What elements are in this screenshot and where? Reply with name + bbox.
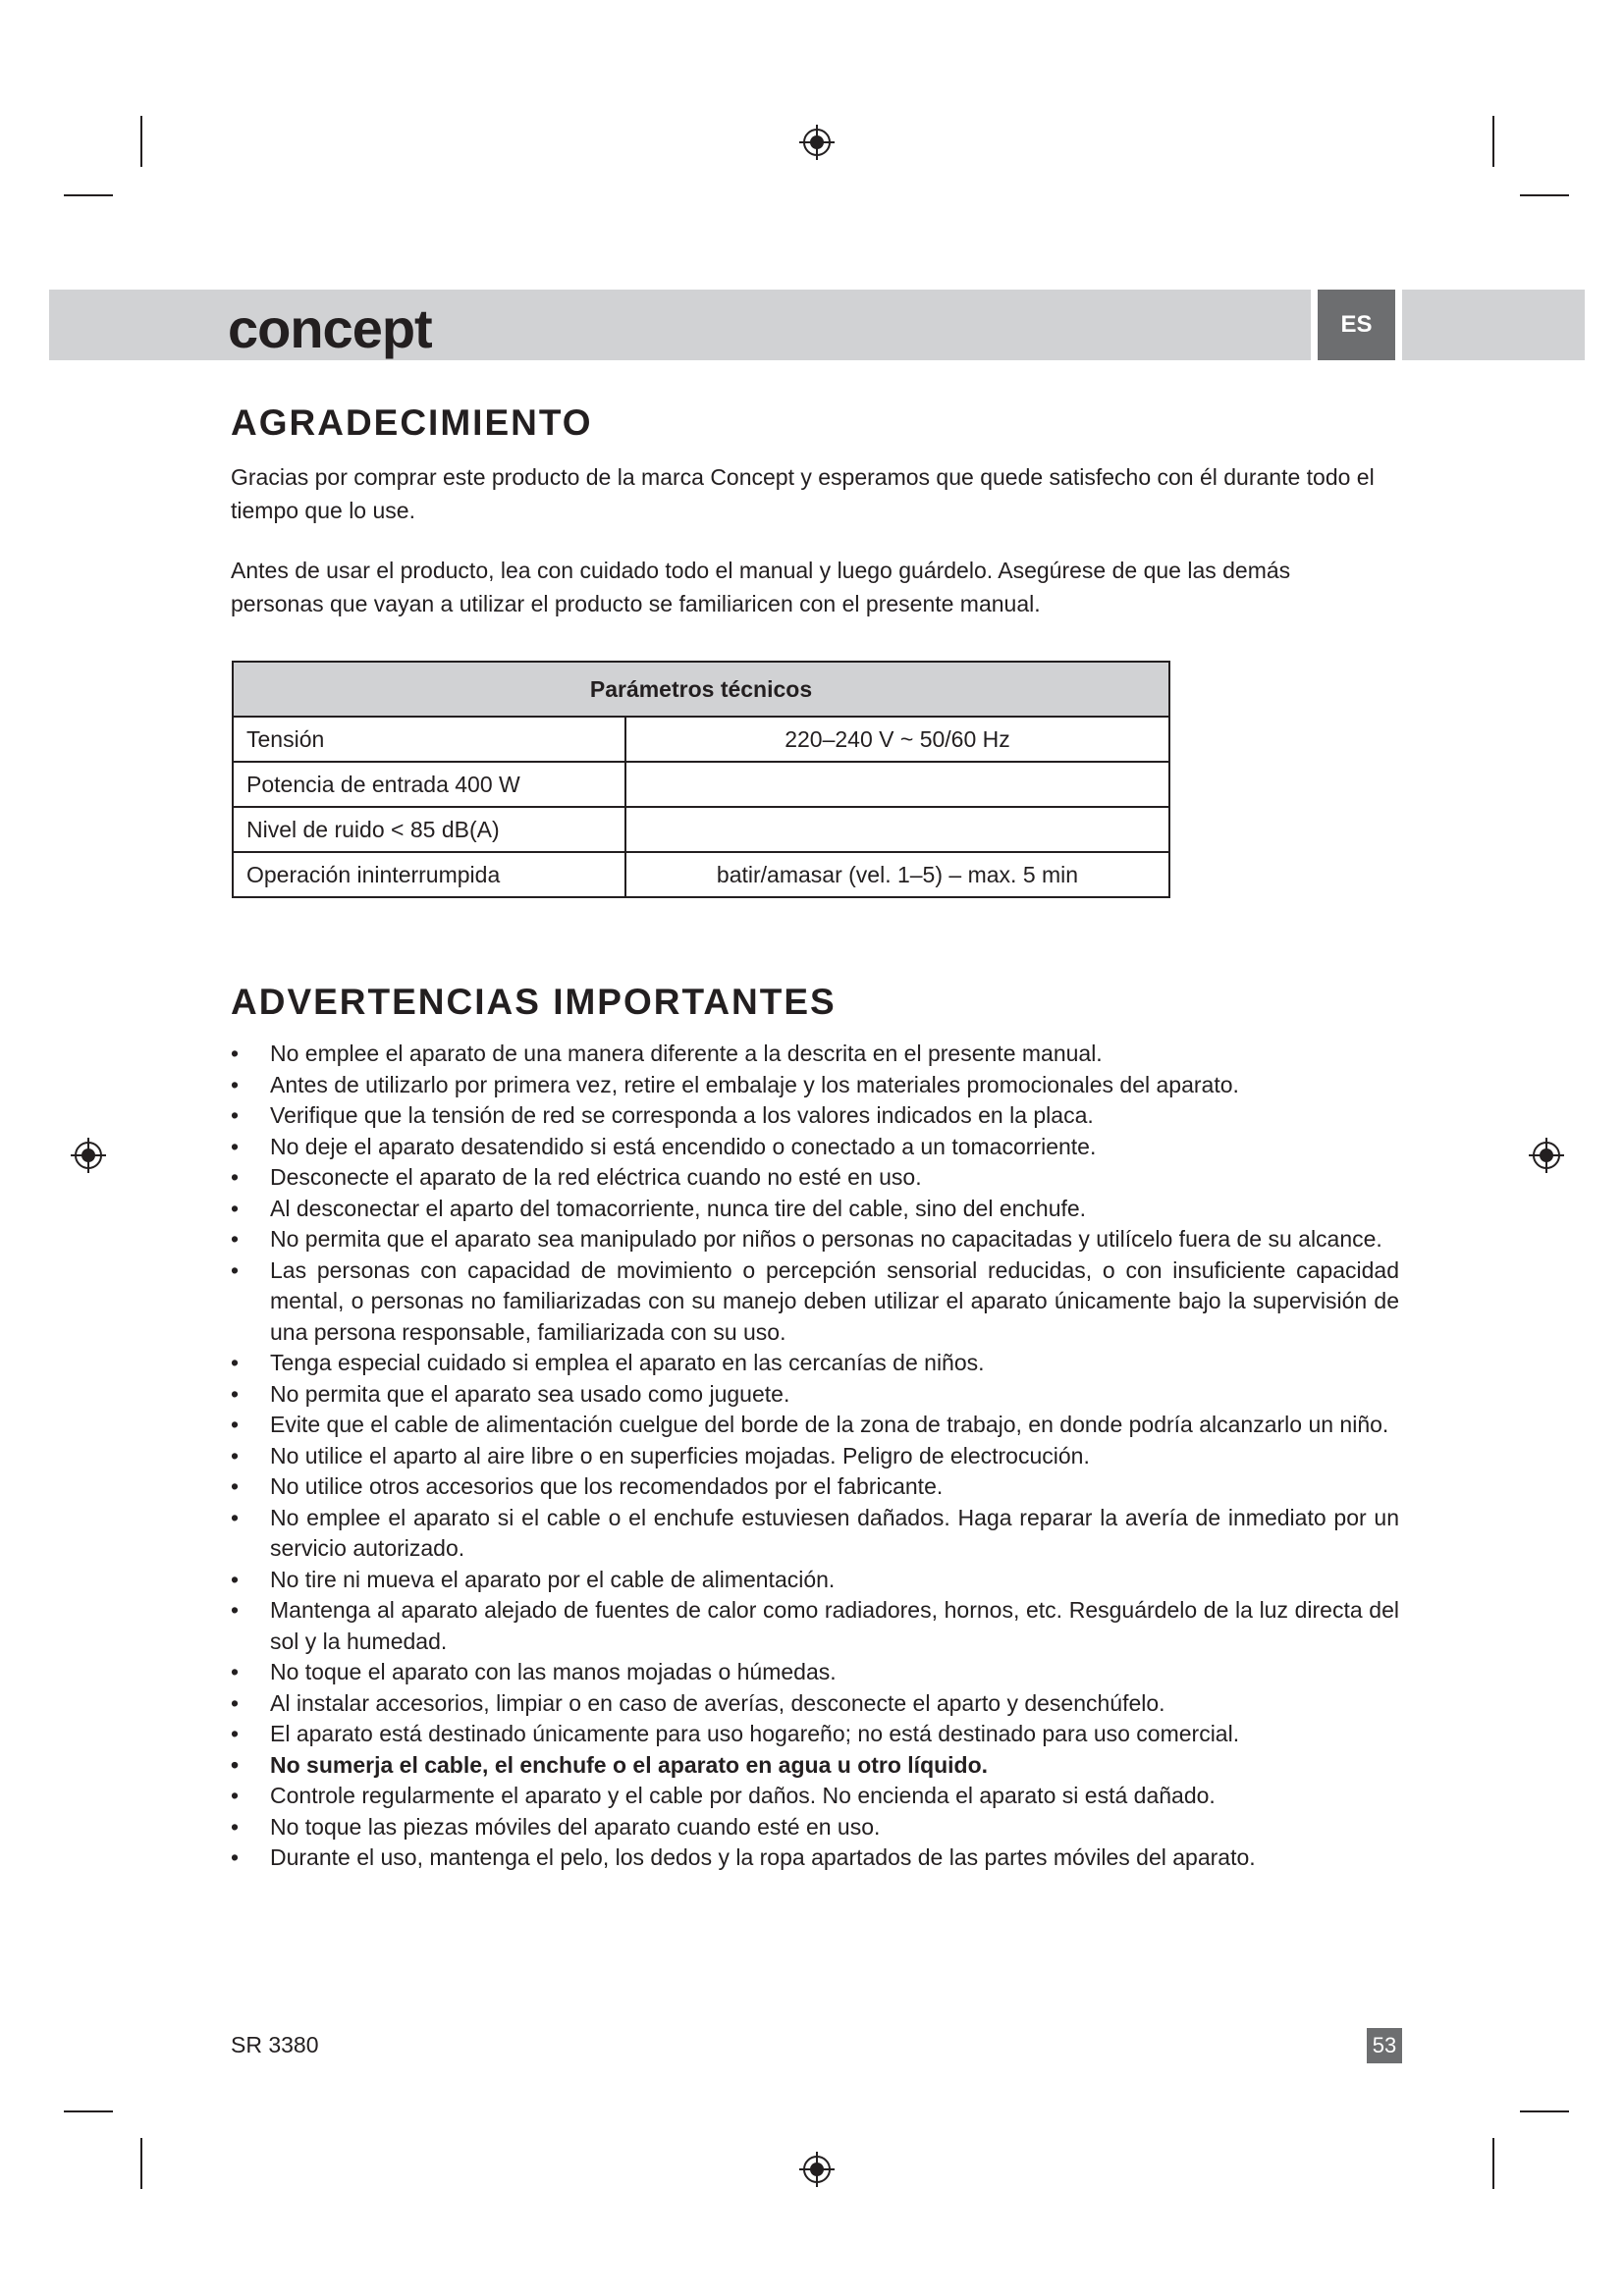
list-item: • No tire ni mueva el aparato por el cable de alimentación.	[231, 1565, 1399, 1596]
crop-mark	[64, 194, 113, 196]
header-bar-right	[1402, 290, 1585, 360]
spec-label: Potencia de entrada 400 W	[233, 762, 625, 807]
language-badge: ES	[1318, 290, 1395, 360]
table-header-row	[233, 662, 1169, 717]
registration-mark-icon	[797, 123, 837, 162]
list-item: • Al desconectar el aparto del tomacorriente, nunca tire del cable, sino del enchufe.	[231, 1194, 1399, 1225]
table-header: Parámetros técnicos	[233, 662, 1169, 717]
list-item: • Tenga especial cuidado si emplea el aparato en las cercanías de niños.	[231, 1348, 1399, 1379]
list-item: • Antes de utilizarlo por primera vez, retire el embalaje y los materiales promocionales del aparato.	[231, 1070, 1399, 1101]
table-row	[233, 717, 1169, 762]
crop-mark	[140, 2138, 142, 2189]
list-item: • No utilice otros accesorios que los recomendados por el fabricante.	[231, 1471, 1399, 1503]
section-title-agradecimiento: AGRADECIMIENTO	[231, 402, 593, 443]
technical-parameters-table	[232, 661, 1170, 898]
crop-mark	[1492, 116, 1494, 167]
page-number: 53	[1367, 2028, 1402, 2063]
brand-logo: concept	[228, 297, 432, 359]
list-item: • No toque el aparato con las manos mojadas o húmedas.	[231, 1657, 1399, 1688]
list-item: • El aparato está destinado únicamente para uso hogareño; no está destinado para uso comercial.	[231, 1719, 1399, 1750]
list-item: • No toque las piezas móviles del aparato cuando esté en uso.	[231, 1812, 1399, 1843]
intro-paragraph: Gracias por comprar este producto de la marca Concept y esperamos que quede satisfecho con él durante todo el tiempo que lo use.	[231, 464, 1375, 523]
spec-value	[625, 807, 1169, 852]
list-item: • No utilice el aparto al aire libre o en superficies mojadas. Peligro de electrocución.	[231, 1441, 1399, 1472]
list-item: • Al instalar accesorios, limpiar o en caso de averías, desconecte el aparto y desenchúfelo.	[231, 1688, 1399, 1720]
list-item: • Durante el uso, mantenga el pelo, los dedos y la ropa apartados de las partes móviles del aparato.	[231, 1842, 1399, 1874]
spec-label: Tensión	[233, 717, 625, 762]
instructions-paragraph: Antes de usar el producto, lea con cuidado todo el manual y luego guárdelo. Asegúrese de que las demás personas que vayan a utilizar el producto se familiaricen con el presente manual.	[231, 558, 1291, 616]
spec-label: Nivel de ruido < 85 dB(A)	[233, 807, 625, 852]
table-row	[233, 762, 1169, 807]
spec-label: Operación ininterrumpida	[233, 852, 625, 897]
model-number: SR 3380	[231, 2032, 319, 2057]
crop-mark	[140, 116, 142, 167]
table-row	[233, 807, 1169, 852]
registration-mark-icon	[797, 2150, 837, 2189]
registration-mark-icon	[1527, 1136, 1566, 1175]
list-item: • Las personas con capacidad de movimiento o percepción sensorial reducidas, o con insuficiente capacidad mental, o personas no familiarizadas con su manejo deben utilizar el aparato únicamente bajo la supervisión de una persona responsable, familiarizada con su uso.	[231, 1255, 1399, 1349]
list-item: • No deje el aparato desatendido si está encendido o conectado a un tomacorriente.	[231, 1132, 1399, 1163]
list-item: • Evite que el cable de alimentación cuelgue del borde de la zona de trabajo, en donde podría alcanzarlo un niño.	[231, 1410, 1399, 1441]
crop-mark	[64, 2110, 113, 2112]
table-row	[233, 852, 1169, 897]
spec-value: batir/amasar (vel. 1–5) – max. 5 min	[625, 852, 1169, 897]
list-item-bold-warning: • No sumerja el cable, el enchufe o el aparato en agua u otro líquido.	[231, 1750, 1399, 1782]
list-item: • No emplee el aparato si el cable o el enchufe estuviesen dañados. Haga reparar la avería de inmediato por un servicio autorizado.	[231, 1503, 1399, 1565]
registration-mark-icon	[69, 1136, 108, 1175]
list-item: • No emplee el aparato de una manera diferente a la descrita en el presente manual.	[231, 1039, 1399, 1070]
spec-value: 220–240 V ~ 50/60 Hz	[625, 717, 1169, 762]
warnings-list	[231, 1039, 1399, 1874]
list-item: • Desconecte el aparato de la red eléctrica cuando no esté en uso.	[231, 1162, 1399, 1194]
list-item: • Controle regularmente el aparato y el cable por daños. No encienda el aparato si está dañado.	[231, 1781, 1399, 1812]
section-title-advertencias: ADVERTENCIAS IMPORTANTES	[231, 982, 837, 1022]
crop-mark	[1520, 2110, 1569, 2112]
list-item: • Verifique que la tensión de red se corresponda a los valores indicados en la placa.	[231, 1100, 1399, 1132]
list-item: • No permita que el aparato sea usado como juguete.	[231, 1379, 1399, 1411]
list-item: • Mantenga al aparato alejado de fuentes de calor como radiadores, hornos, etc. Resguárdelo de la luz directa del sol y la humedad.	[231, 1595, 1399, 1657]
crop-mark	[1492, 2138, 1494, 2189]
spec-value	[625, 762, 1169, 807]
list-item: • No permita que el aparato sea manipulado por niños o personas no capacitadas y utilícelo fuera de su alcance.	[231, 1224, 1399, 1255]
crop-mark	[1520, 194, 1569, 196]
